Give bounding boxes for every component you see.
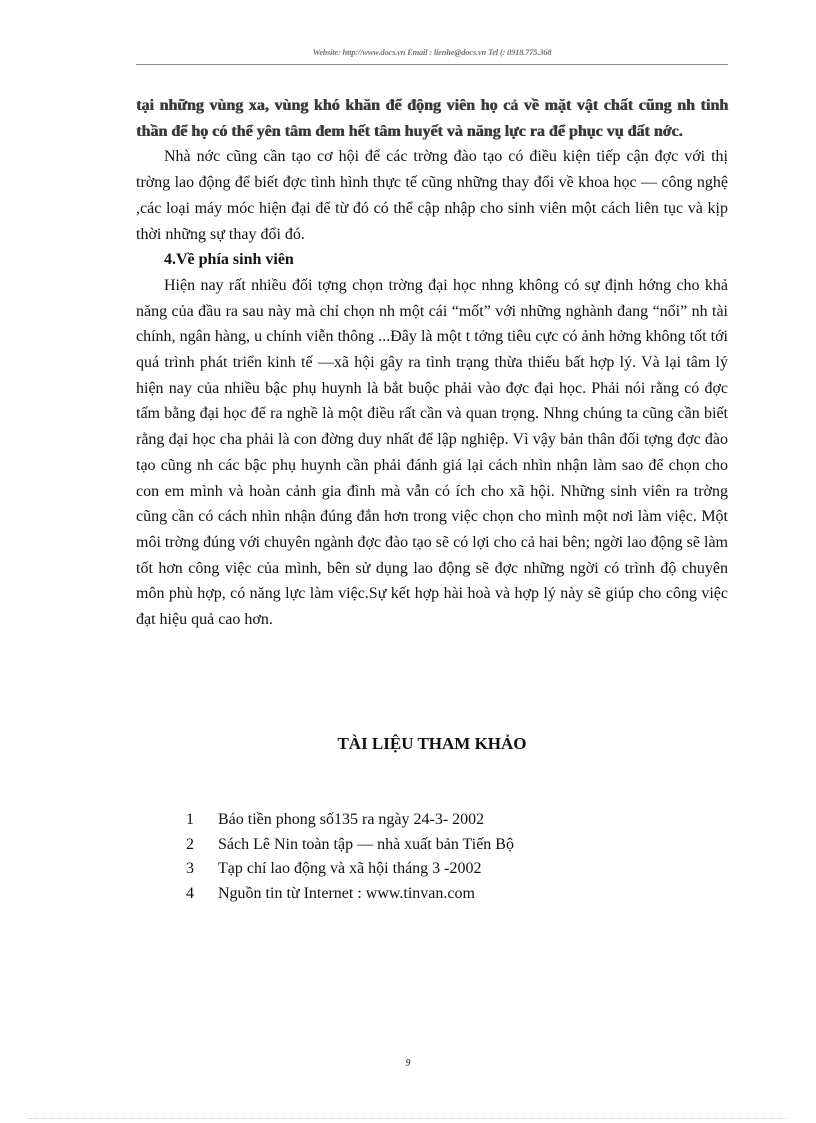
reference-text: Sách Lê Nin toàn tập — nhà xuất bản Tiến Bộ: [218, 835, 514, 853]
reference-item: [186, 857, 706, 882]
references-title: TÀI LIỆU THAM KHẢO: [337, 734, 527, 753]
reference-item: [186, 833, 706, 858]
reference-item: [186, 808, 706, 833]
reference-text: Tạp chí lao động và xã hội tháng 3 -2002: [218, 860, 482, 877]
page-header: Website: http://www.docs.vn Email : lienhe@docs.vn Tel (: 0918.775.368: [312, 47, 552, 57]
reference-text: Báo tiền phong số135 ra ngày 24-3- 2002: [218, 811, 485, 828]
reference-number: 4: [186, 884, 194, 902]
paragraph-state-role: Nhà nớc cũng cần tạo cơ hội để các trờng đào tạo có điều kiện tiếp cận đợc với thị trờng lao động để biết đợc tình hình thực tế cũng những thay đổi về khoa học — công nghệ ,các loại máy móc hiện đại để từ đó có thể cập nhập cho sinh viên một cách liên tục và kịp thời những sự thay đổi đó.: [136, 148, 728, 243]
header-rule: [136, 64, 728, 65]
section-heading-students: 4.Về phía sinh viên: [164, 251, 294, 269]
references-list: [186, 808, 706, 906]
reference-item: [186, 882, 706, 907]
reference-number: 1: [186, 811, 194, 828]
bold-paragraph: tại những vùng xa, vùng khó khăn để động viên họ cả về mặt vật chất cũng nh tinh thần để họ có thể yên tâm đem hết tâm huyết và năng lực ra để phục vụ đất nớc.: [136, 97, 728, 140]
reference-text: Nguồn tin từ Internet : www.tinvan.com: [218, 884, 475, 902]
document-body: [136, 93, 728, 633]
page-number: 9: [405, 1058, 411, 1069]
bottom-dotted-rule: [28, 1118, 788, 1119]
reference-number: 2: [186, 835, 194, 853]
paragraph-students: Hiện nay rất nhiều đối tợng chọn trờng đại học nhng không có sự định hớng cho khả năng của đầu ra sau này mà chỉ chọn nh một cái “mốt” với những nghành đang “nổi” nh tài chính, ngân hàng, u chính viễn thông ...Đây là một t tởng tiêu cực có ảnh hởng không tốt tới quá trình phát triển kinh tế —xã hội gây ra tình trạng thừa thiếu bất hợp lý. Và lại tâm lý hiện nay của nhiều bậc phụ huynh là bắt buộc phải vào đợc đại học. Phải nói rằng có đợc tấm bằng đại học để ra nghề là một điều rất cần và quan trọng. Nhng chúng ta cũng cần biết rằng đại học cha phải là con đờng duy nhất để lập nghiệp. Vì vậy bản thân đối tợng đợc đào tạo cũng nh các bậc phụ huynh cần phải đánh giá lại cách nhìn nhận làm sao để chọn cho con em mình và hoàn cảnh gia đình mà vẫn có ích cho xã hội. Những sinh viên ra trờng cũng cần có cách nhìn nhận đúng đắn hơn trong việc chọn cho mình một nơi làm việc. Một môi trờng đúng với chuyên ngành đợc đào tạo sẽ có lợi cho cả hai bên; ngời lao động sẽ làm tốt hơn công việc của mình, bên sử dụng lao động sẽ đợc những ngời có trình độ chuyên môn phù hợp, có năng lực làm việc.Sự kết hợp hài hoà và hợp lý này sẽ giúp cho công việc đạt hiệu quả cao hơn.: [136, 276, 728, 629]
reference-number: 3: [186, 860, 194, 877]
